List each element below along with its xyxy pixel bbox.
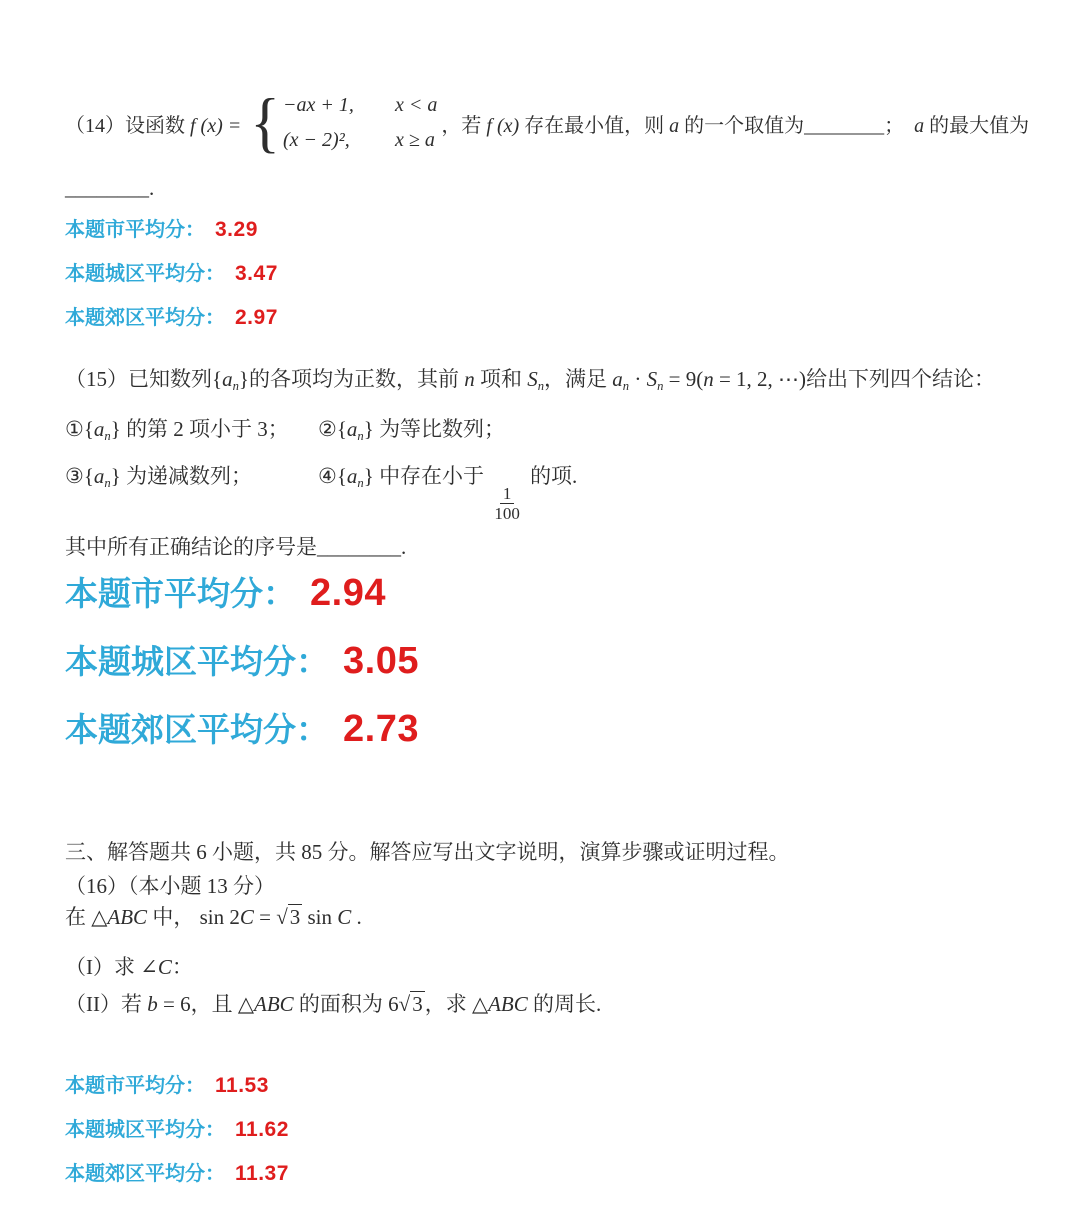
stat-label: 本题市平均分： — [65, 219, 205, 241]
text-segment: n — [622, 378, 630, 393]
text-segment: n — [357, 475, 364, 490]
text-segment: = 1, 2, ⋯) — [713, 367, 807, 391]
stat-line — [65, 213, 278, 242]
text-segment: { — [212, 367, 223, 391]
stat-line — [65, 636, 419, 683]
stat-value: 2.97 — [235, 306, 278, 329]
text-segment: { — [83, 463, 94, 488]
text-segment: 中存在小于 — [373, 463, 490, 488]
piecewise-cond: x < a — [395, 94, 438, 116]
text-segment: 项和 — [474, 367, 528, 391]
stat-label: 本题市平均分： — [65, 577, 296, 613]
fraction-denominator: 100 — [494, 504, 520, 524]
text-segment: a — [346, 417, 358, 441]
text-segment: C — [239, 905, 254, 929]
radicand: 3 — [412, 992, 423, 1016]
text-segment: （14）设函数 — [65, 114, 190, 137]
text-segment: } — [110, 417, 121, 441]
stat-value: 11.53 — [215, 1074, 269, 1097]
stat-value: 2.94 — [310, 572, 386, 614]
stat-label: 本题郊区平均分： — [65, 1163, 225, 1185]
piecewise-function — [250, 86, 438, 160]
q15-conclusion-options — [65, 413, 577, 524]
text-segment: n — [537, 378, 545, 393]
text-segment: ________ — [804, 114, 885, 137]
text-segment: = 6，且 △ — [157, 992, 254, 1016]
stat-line — [65, 1157, 289, 1186]
stats-block-q16 — [65, 1069, 289, 1201]
text-segment: S — [646, 367, 658, 391]
text-segment: ABC — [107, 905, 148, 929]
text-segment: a — [93, 417, 105, 441]
text-segment: 的第 2 项小于 3； — [120, 417, 289, 441]
text-segment: a — [346, 463, 358, 488]
text-segment: S — [527, 367, 538, 391]
text-segment: f (x) = — [190, 114, 247, 137]
piecewise-row — [283, 94, 437, 117]
piecewise-expr: −ax + 1, — [283, 94, 354, 116]
text-segment: a — [222, 367, 233, 391]
text-segment: } — [363, 463, 374, 488]
text-segment: n — [464, 367, 475, 391]
stat-line — [65, 301, 278, 330]
text-segment: C — [337, 905, 352, 929]
text-segment: = 9( — [663, 367, 704, 391]
stat-line — [65, 704, 419, 751]
text-segment: （I）求 ∠ — [65, 955, 158, 979]
stat-label: 本题郊区平均分： — [65, 713, 329, 749]
text-segment: b — [147, 992, 158, 1016]
text-segment: n — [357, 428, 364, 443]
text-segment: { — [83, 417, 94, 441]
text-segment: （II）若 — [65, 992, 148, 1016]
text-segment: C — [157, 955, 172, 979]
text-segment: } — [363, 417, 374, 441]
q15-item-2 — [318, 413, 577, 444]
text-segment: n — [104, 428, 111, 443]
text-segment: 给出下列四个结论： — [806, 367, 996, 391]
stat-line — [65, 568, 419, 615]
text-segment: a — [669, 114, 680, 137]
text-segment: ① — [65, 417, 84, 441]
q15-answer-line: 其中所有正确结论的序号是________. — [65, 535, 407, 559]
section-3-heading: 三、解答题共 6 小题，共 85 分。解答应写出文字说明，演算步骤或证明过程。 — [65, 840, 790, 864]
text-segment: （15）已知数列 — [65, 367, 212, 391]
text-segment: = — [253, 905, 277, 929]
stat-value: 11.62 — [235, 1118, 289, 1141]
radical-sign: √ — [398, 992, 411, 1016]
text-segment: a — [93, 463, 105, 488]
text-segment: ④ — [318, 463, 337, 488]
q14-blank-line: ________. — [65, 176, 155, 200]
text-segment: 的各项均为正数，其前 — [248, 367, 465, 391]
text-segment: ② — [318, 417, 337, 441]
text-segment: ； — [884, 114, 915, 137]
text-segment: ： — [171, 955, 193, 979]
text-segment: n — [657, 378, 664, 393]
stat-label: 本题城区平均分： — [65, 1119, 225, 1141]
text-segment: ABC — [254, 992, 294, 1016]
question-15-line — [65, 363, 995, 394]
stat-line — [65, 1069, 289, 1098]
stat-label: 本题城区平均分： — [65, 645, 329, 681]
stats-block-q15 — [65, 568, 419, 772]
text-segment: 的最大值为 — [924, 114, 1030, 137]
stat-label: 本题市平均分： — [65, 1075, 205, 1097]
text-segment: ，满足 — [544, 367, 613, 391]
stat-value: 3.47 — [235, 262, 278, 285]
text-segment: 存在最小值，则 — [519, 114, 670, 137]
stat-value: 3.05 — [343, 640, 419, 682]
text-segment: 中， sin 2 — [147, 905, 240, 929]
stat-value: 11.37 — [235, 1162, 289, 1185]
stat-line — [65, 1113, 289, 1142]
q14-text-pre — [65, 109, 246, 138]
text-segment: ，求 △ — [424, 992, 489, 1016]
text-segment: { — [336, 463, 347, 488]
stats-block-q14 — [65, 213, 278, 345]
text-segment: a — [914, 114, 925, 137]
text-segment: · — [629, 367, 647, 391]
text-segment: 的一个取值为 — [679, 114, 805, 137]
q16-part-1 — [65, 951, 193, 981]
text-segment: f (x) — [486, 114, 520, 137]
piecewise-row — [283, 129, 437, 152]
q14-text-post — [441, 109, 1029, 138]
piecewise-expr: (x − 2)², — [283, 129, 350, 151]
question-14-line — [65, 86, 1030, 160]
text-segment: ，若 — [441, 114, 487, 137]
square-root — [399, 991, 425, 1016]
text-segment: 为递减数列； — [120, 463, 253, 488]
stat-value: 2.73 — [343, 708, 419, 750]
question-16-header: （16）（本小题 13 分） — [65, 874, 275, 898]
text-segment: a — [612, 367, 623, 391]
q15-item-1 — [65, 413, 318, 444]
fraction — [493, 484, 521, 524]
stat-label: 本题城区平均分： — [65, 263, 225, 285]
text-segment: } — [110, 463, 121, 488]
text-segment: } — [238, 367, 249, 391]
text-segment: 的周长. — [527, 992, 602, 1016]
radical-sign: √ — [276, 905, 288, 929]
text-segment: ABC — [488, 992, 528, 1016]
stat-line — [65, 257, 278, 286]
piecewise-cond: x ≥ a — [395, 129, 435, 151]
q16-part-2 — [65, 988, 601, 1018]
stat-value: 3.29 — [215, 218, 258, 241]
piecewise-brace: { — [250, 86, 281, 160]
fraction-numerator: 1 — [500, 484, 515, 505]
text-segment: n — [703, 367, 714, 391]
text-segment: 的项. — [524, 463, 578, 488]
piecewise-rows — [283, 94, 437, 152]
text-segment: n — [232, 378, 239, 393]
text-segment: 在 △ — [65, 905, 108, 929]
stat-label: 本题郊区平均分： — [65, 307, 225, 329]
radicand: 3 — [289, 905, 301, 929]
q16-condition-line — [65, 901, 362, 931]
text-segment: sin — [302, 905, 338, 929]
square-root — [276, 904, 302, 929]
text-segment: 为等比数列； — [373, 417, 506, 441]
text-segment: ③ — [65, 463, 84, 488]
text-segment: { — [336, 417, 347, 441]
q15-item-3 — [65, 460, 318, 524]
text-segment: . — [351, 905, 362, 929]
text-segment: n — [104, 475, 111, 490]
text-segment: 的面积为 6 — [293, 992, 399, 1016]
q15-item-4 — [318, 460, 577, 524]
